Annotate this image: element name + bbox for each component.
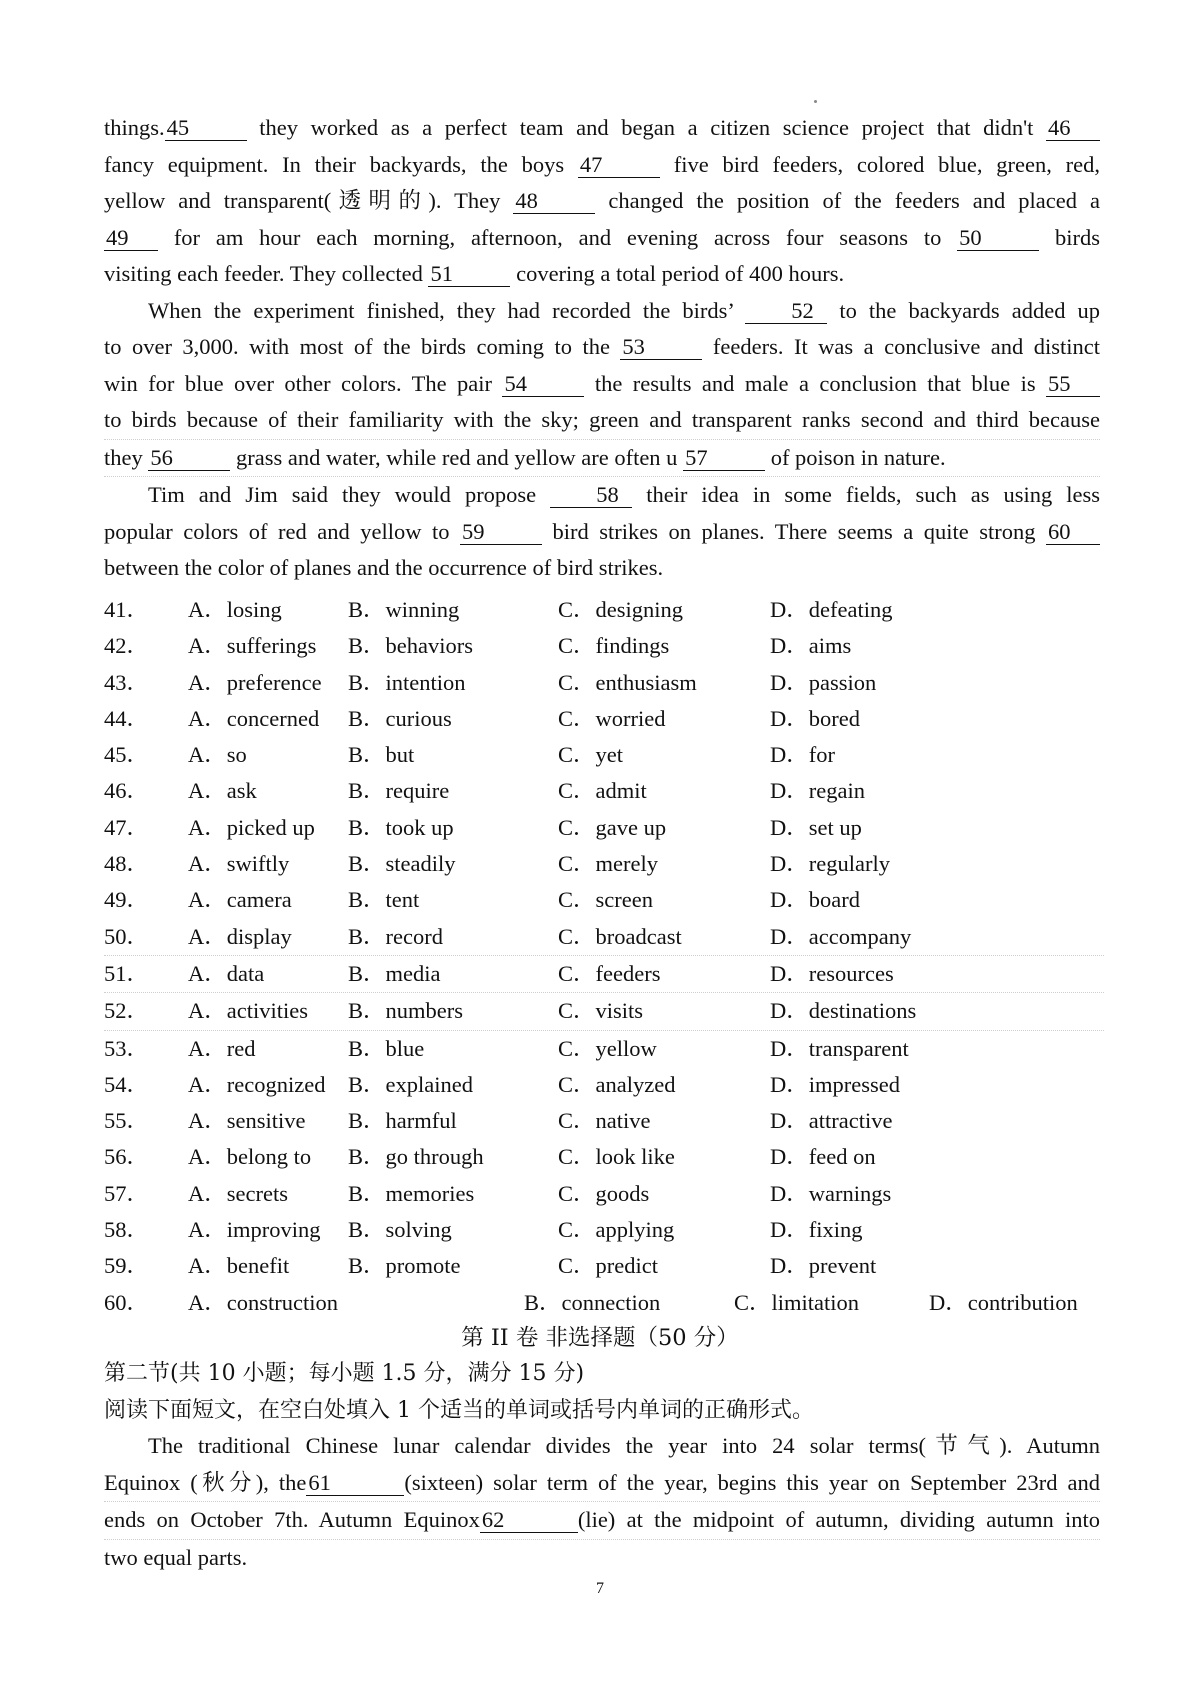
option-d[interactable]: D．aims: [770, 633, 852, 659]
option-row: [104, 846, 1104, 882]
option-row: [104, 919, 1104, 956]
option-b[interactable]: B．intention: [348, 669, 466, 695]
option-d[interactable]: D．regain: [770, 778, 865, 804]
option-row: [104, 737, 1104, 773]
option-a[interactable]: A．sufferings: [188, 633, 317, 659]
option-d[interactable]: D．accompany: [770, 923, 912, 949]
option-c[interactable]: C．analyzed: [558, 1071, 676, 1097]
question-number: 45．: [104, 742, 150, 768]
passage-line: they 56 grass and water, while red and yellow are often u 57 of poison in nature.: [104, 440, 1100, 478]
question-number: 42．: [104, 633, 150, 659]
blank-55[interactable]: 55: [1046, 372, 1100, 397]
option-b[interactable]: B．winning: [348, 597, 460, 622]
option-row: [104, 1248, 1104, 1284]
option-row: [104, 628, 1104, 664]
option-b[interactable]: B．explained: [348, 1071, 473, 1097]
blank-47[interactable]: 47: [578, 153, 660, 178]
option-c[interactable]: C．enthusiasm: [558, 669, 697, 695]
option-d[interactable]: D．set up: [770, 814, 862, 840]
option-a[interactable]: A．camera: [188, 887, 292, 913]
option-d[interactable]: D．warnings: [770, 1180, 892, 1206]
option-a[interactable]: A．red: [188, 1035, 256, 1061]
blank-56[interactable]: 56: [148, 446, 230, 471]
option-row: [104, 882, 1104, 918]
option-c[interactable]: C．applying: [558, 1217, 675, 1243]
option-c[interactable]: C．visits: [558, 998, 644, 1024]
option-a[interactable]: A．construction: [188, 1289, 338, 1315]
option-a[interactable]: A．preference: [188, 669, 322, 695]
section-subtitle: 第二节(共 10 小题；每小题 1.5 分，满分 15 分): [104, 1361, 585, 1386]
option-row: [104, 993, 1104, 1030]
option-a[interactable]: A．improving: [188, 1217, 321, 1243]
option-a[interactable]: A．display: [188, 923, 292, 949]
option-b[interactable]: B．harmful: [348, 1108, 457, 1134]
section-instruction: 阅读下面短文，在空白处填入 1 个适当的单词或括号内单词的正确形式。: [104, 1398, 814, 1423]
blank-51[interactable]: 51: [428, 262, 510, 287]
question-number: 48．: [104, 851, 150, 877]
option-d[interactable]: D．resources: [770, 960, 894, 986]
passage-line: win for blue over other colors. The pair 54 the results and male a conclusion that blue is 55: [104, 366, 1100, 403]
option-c[interactable]: C．gave up: [558, 814, 667, 840]
option-b[interactable]: B．curious: [348, 705, 452, 731]
question-number: 58．: [104, 1217, 150, 1243]
option-row: [104, 1176, 1104, 1212]
passage-line: popular colors of red and yellow to 59 bird strikes on planes. There seems a quite strong 60: [104, 514, 1100, 551]
question-number: 41．: [104, 597, 150, 622]
blank-48[interactable]: 48: [513, 189, 595, 214]
option-c[interactable]: C．limitation: [734, 1289, 860, 1315]
question-number: 49．: [104, 887, 150, 913]
option-row: [104, 1212, 1104, 1248]
option-d[interactable]: D．impressed: [770, 1071, 900, 1097]
blank-45[interactable]: 45: [165, 116, 247, 141]
option-c[interactable]: C．yellow: [558, 1035, 657, 1061]
option-a[interactable]: A．ask: [188, 778, 257, 804]
option-b[interactable]: B．numbers: [348, 998, 463, 1024]
option-a[interactable]: A．data: [188, 960, 265, 986]
option-d[interactable]: D．defeating: [770, 597, 893, 622]
option-b[interactable]: B．tent: [348, 887, 420, 913]
option-row: [104, 1067, 1104, 1103]
option-d[interactable]: D．feed on: [770, 1144, 876, 1170]
blank-54[interactable]: 54: [502, 372, 584, 397]
blank-59[interactable]: 59: [460, 520, 542, 545]
option-row: [104, 592, 1104, 628]
question-number: 44．: [104, 705, 150, 731]
scan-dot: [814, 100, 817, 103]
blank-52[interactable]: 52: [745, 299, 827, 324]
option-d[interactable]: D．for: [770, 742, 835, 768]
page-number: 7: [596, 1580, 604, 1597]
option-row: [104, 1139, 1104, 1175]
option-b[interactable]: B．promote: [348, 1253, 461, 1279]
passage-line: to birds because of their familiarity with the sky; green and transparent ranks second and third because: [104, 402, 1100, 440]
passage-line: When the experiment finished, they had recorded the birds’ 52 to the backyards added up: [148, 297, 1101, 323]
blank-61[interactable]: 61: [306, 1471, 404, 1496]
question-number: 47．: [104, 814, 150, 840]
option-d[interactable]: D．passion: [770, 669, 877, 695]
blank-62[interactable]: 62: [480, 1508, 578, 1533]
blank-57[interactable]: 57: [683, 446, 765, 471]
option-c[interactable]: C．goods: [558, 1180, 650, 1206]
question-number: 59．: [104, 1253, 150, 1279]
passage-line: 49 for am hour each morning, afternoon, and evening across four seasons to 50 birds: [106, 224, 1100, 250]
option-c[interactable]: C．worried: [558, 705, 666, 731]
option-c[interactable]: C．designing: [558, 597, 684, 622]
option-b[interactable]: B．behaviors: [348, 633, 473, 659]
option-c[interactable]: C．look like: [558, 1144, 675, 1170]
question-number: 60．: [104, 1289, 150, 1315]
option-b[interactable]: B．steadily: [348, 851, 456, 877]
option-a[interactable]: A．losing: [188, 597, 282, 622]
option-c[interactable]: C．feeders: [558, 960, 661, 986]
option-a[interactable]: A．concerned: [188, 705, 320, 731]
option-a[interactable]: A．picked up: [188, 814, 315, 840]
option-d[interactable]: D．attractive: [770, 1108, 893, 1134]
option-b[interactable]: B．require: [348, 778, 450, 804]
option-row: [104, 701, 1104, 737]
passage-line: Tim and Jim said they would propose 58 their idea in some fields, such as using less: [148, 482, 1101, 507]
question-number: 54．: [104, 1071, 150, 1097]
option-d[interactable]: D．prevent: [770, 1253, 877, 1279]
option-d[interactable]: D．transparent: [770, 1035, 909, 1061]
question-number: 56．: [104, 1144, 150, 1170]
option-a[interactable]: A．belong to: [188, 1144, 312, 1170]
option-d[interactable]: D．board: [770, 887, 860, 913]
options-list: [104, 592, 1104, 1321]
question-number: 52．: [104, 998, 150, 1024]
passage-line: two equal parts.: [104, 1544, 248, 1570]
option-row: [104, 773, 1104, 809]
option-row: [104, 1285, 1104, 1321]
passage-line: The traditional Chinese lunar calendar divides the year into 24 solar terms(节气). Autumn: [148, 1433, 1100, 1458]
option-c[interactable]: C．findings: [558, 633, 670, 659]
option-b[interactable]: B．memories: [348, 1180, 475, 1206]
option-row: [104, 665, 1104, 701]
option-d[interactable]: D．regularly: [770, 851, 890, 877]
option-c[interactable]: C．admit: [558, 778, 647, 804]
option-d[interactable]: D．bored: [770, 705, 860, 731]
option-a[interactable]: A．secrets: [188, 1180, 288, 1206]
option-d[interactable]: D．contribution: [929, 1289, 1078, 1315]
question-number: 51．: [104, 960, 150, 986]
option-c[interactable]: C．merely: [558, 851, 658, 877]
passage-line: things.45 they worked as a perfect team and began a citizen science project that didn't 46: [104, 110, 1100, 147]
option-b[interactable]: B．took up: [348, 814, 454, 840]
question-number: 57．: [104, 1180, 150, 1206]
option-row: [104, 956, 1104, 993]
passage-line: yellow and transparent(透明的). They 48 changed the position of the feeders and placed a: [104, 188, 1100, 213]
option-b[interactable]: B．blue: [348, 1035, 425, 1061]
blank-60[interactable]: 60: [1046, 520, 1100, 545]
option-a[interactable]: A．sensitive: [188, 1108, 306, 1134]
option-d[interactable]: D．fixing: [770, 1217, 863, 1243]
question-number: 43．: [104, 669, 150, 695]
option-a[interactable]: A．recognized: [188, 1071, 326, 1097]
option-row: [104, 1031, 1104, 1067]
question-number: 46．: [104, 778, 150, 804]
option-a[interactable]: A．activities: [188, 998, 308, 1024]
option-c[interactable]: C．yet: [558, 742, 623, 768]
grammar-passage: [104, 1428, 1100, 1576]
option-a[interactable]: A．swiftly: [188, 851, 290, 877]
question-number: 55．: [104, 1108, 150, 1134]
cloze-passage: [104, 110, 1100, 587]
section-title: 第 II 卷 非选择题（50 分）: [461, 1325, 739, 1351]
blank-50[interactable]: 50: [957, 226, 1039, 251]
option-c[interactable]: C．predict: [558, 1253, 658, 1279]
passage-line: fancy equipment. In their backyards, the boys 47 five bird feeders, colored blue, green, red,: [104, 151, 1101, 177]
option-b[interactable]: B．solving: [348, 1217, 452, 1243]
passage-line: to over 3,000. with most of the birds coming to the 53 feeders. It was a conclusive and distinct: [104, 334, 1100, 359]
option-a[interactable]: A．benefit: [188, 1253, 290, 1279]
option-c[interactable]: C．broadcast: [558, 923, 682, 949]
blank-53[interactable]: 53: [620, 335, 702, 360]
blank-58[interactable]: 58: [550, 483, 632, 508]
passage-line: between the color of planes and the occurrence of bird strikes.: [104, 555, 664, 580]
option-b[interactable]: B．but: [348, 742, 415, 768]
option-b[interactable]: B．go through: [348, 1144, 484, 1170]
blank-46[interactable]: 46: [1046, 116, 1100, 141]
question-number: 50．: [104, 923, 150, 949]
option-c[interactable]: C．native: [558, 1108, 651, 1134]
passage-line: Equinox (秋分), the61 (sixteen) solar term of the year, begins this year on September 23rd and: [104, 1465, 1100, 1503]
option-b[interactable]: B．record: [348, 923, 443, 949]
option-b[interactable]: B．media: [348, 960, 441, 986]
blank-49[interactable]: 49: [104, 226, 158, 251]
passage-line: visiting each feeder. They collected 51 covering a total period of 400 hours.: [104, 261, 845, 286]
option-a[interactable]: A．so: [188, 742, 247, 768]
question-number: 53．: [104, 1035, 150, 1061]
option-c[interactable]: C．screen: [558, 887, 653, 913]
passage-line: ends on October 7th. Autumn Equinox62 (lie) at the midpoint of autumn, dividing autumn into: [104, 1502, 1100, 1540]
option-b[interactable]: B．connection: [524, 1289, 661, 1315]
option-row: [104, 1103, 1104, 1139]
option-d[interactable]: D．destinations: [770, 998, 917, 1024]
option-row: [104, 810, 1104, 846]
